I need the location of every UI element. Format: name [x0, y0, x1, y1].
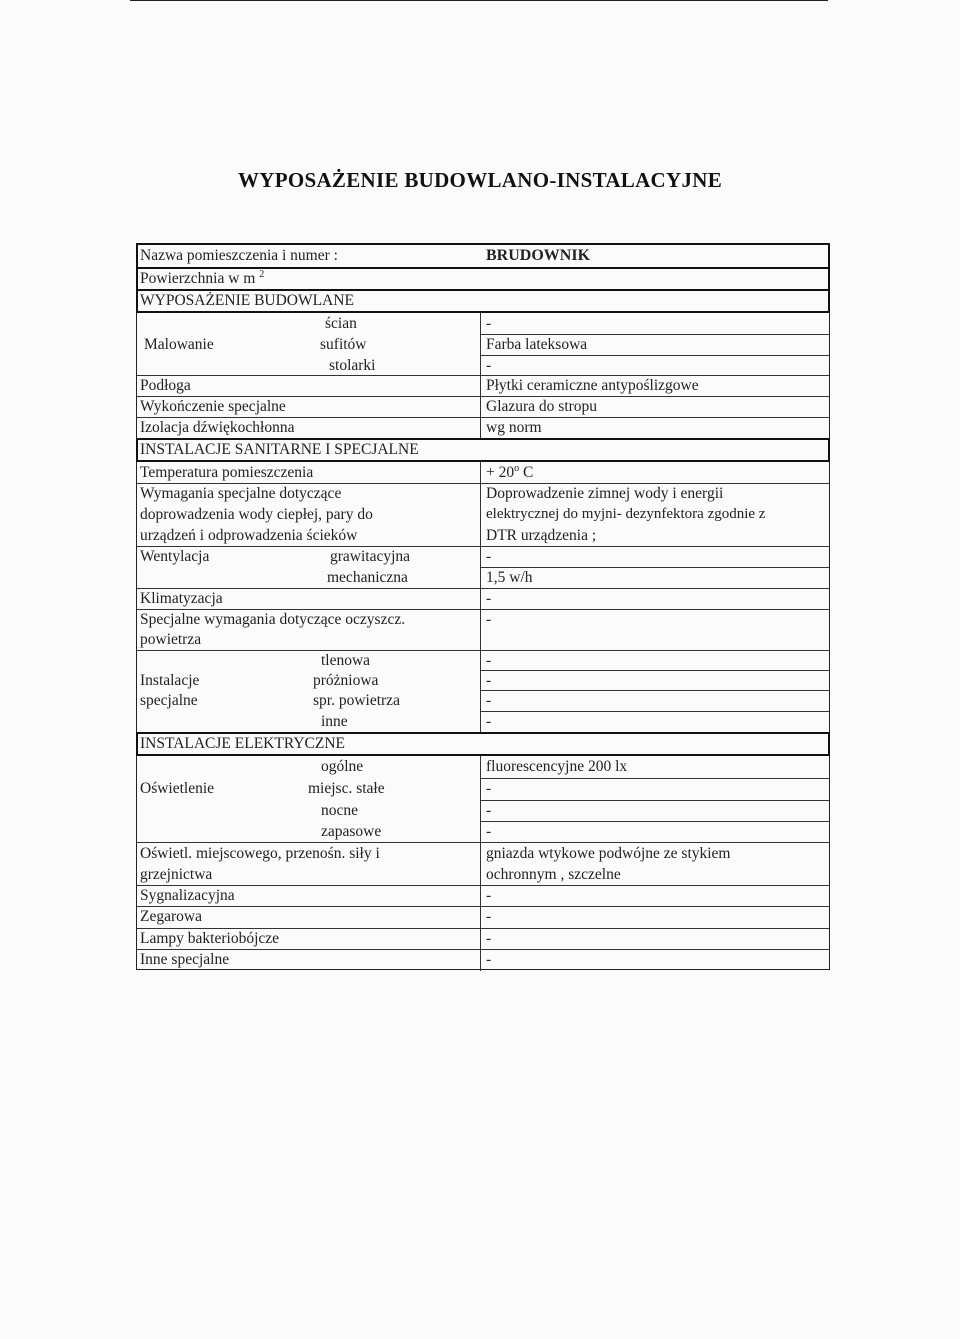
instalacje-value-spr-powietrza: -: [486, 692, 492, 709]
wymagania-label-2: doprowadzenia wody ciepłej, pary do: [140, 506, 373, 523]
wymagania-label-3: urządzeń i odprowadzenia ścieków: [140, 527, 358, 544]
area-label: Powierzchnia w m $^2$: [140, 268, 265, 287]
instalacje-sub-prozniowa: próżniowa: [313, 672, 379, 689]
wentylacja-value-grawitacyjna: -: [486, 548, 492, 565]
instalacje-sub-tlenowa: tlenowa: [321, 652, 371, 669]
wykonczenie-label: Wykończenie specjalne: [140, 398, 286, 415]
oczyszcz-value: -: [486, 611, 492, 628]
podloga-value: Płytki ceramiczne antypoślizgowe: [486, 377, 699, 394]
instalacje-value-prozniowa: -: [486, 672, 492, 689]
temperatura-value: + $20^o$ C: [486, 462, 534, 481]
sygnalizacyjna-label: Sygnalizacyjna: [140, 887, 235, 904]
sygnalizacyjna-value: -: [486, 887, 492, 904]
oswietlenie-sub-nocne: nocne: [321, 802, 359, 819]
instalacje-sub-inne: inne: [321, 713, 348, 730]
zegarowa-label: Zegarowa: [140, 908, 202, 925]
top-border-line: [130, 0, 828, 1]
instalacje-label-2: specjalne: [140, 692, 198, 709]
lampy-value: -: [486, 930, 492, 947]
wymagania-value-1: Doprowadzenie zimnej wody i energii: [486, 485, 724, 502]
oswietlenie-value-nocne: -: [486, 802, 492, 819]
oswietlenie-label: Oświetlenie: [140, 780, 215, 797]
gniazda-label-1: Oświetl. miejscowego, przenośn. siły i: [140, 845, 380, 862]
instalacje-label-1: Instalacje: [140, 672, 200, 689]
oswietlenie-sub-miejsc-stale: miejsc. stałe: [308, 780, 385, 797]
wentylacja-sub-grawitacyjna: grawitacyjna: [330, 548, 411, 565]
section-sanitarne: INSTALACJE SANITARNE I SPECJALNE: [140, 441, 419, 458]
room-name-label: Nazwa pomieszczenia i numer :: [140, 247, 338, 264]
malowanie-value-scian: -: [486, 315, 492, 332]
wentylacja-value-mechaniczna: 1,5 w/h: [486, 569, 533, 586]
oswietlenie-value-ogolne: fluorescencyjne 200 lx: [486, 758, 628, 775]
podloga-label: Podłoga: [140, 377, 191, 394]
lampy-label: Lampy bakteriobójcze: [140, 930, 280, 947]
gniazda-label-2: grzejnictwa: [140, 866, 213, 883]
oswietlenie-sub-ogolne: ogólne: [321, 758, 364, 775]
klimatyzacja-value: -: [486, 590, 492, 607]
wentylacja-sub-mechaniczna: mechaniczna: [327, 569, 408, 586]
zegarowa-value: -: [486, 908, 492, 925]
instalacje-value-tlenowa: -: [486, 652, 492, 669]
malowanie-sub-stolarki: stolarki: [329, 357, 376, 374]
equipment-table: [136, 243, 830, 970]
inne-specjalne-value: -: [486, 951, 492, 968]
wymagania-value-2: elektrycznej do myjni- dezynfektora zgodnie z: [486, 506, 766, 522]
instalacje-value-inne: -: [486, 713, 492, 730]
wentylacja-label: Wentylacja: [140, 548, 210, 565]
wykonczenie-value: Glazura do stropu: [486, 398, 598, 415]
malowanie-sub-sufitow: sufitów: [320, 336, 367, 353]
gniazda-value-2: ochronnym , szczelne: [486, 866, 621, 883]
oswietlenie-sub-zapasowe: zapasowe: [321, 823, 382, 840]
room-name-value: BRUDOWNIK: [486, 247, 591, 264]
malowanie-sub-scian: ścian: [325, 315, 357, 332]
page-title: WYPOSAŻENIE BUDOWLANO-INSTALACYJNE: [237, 168, 723, 192]
gniazda-value-1: gniazda wtykowe podwójne ze stykiem: [486, 845, 731, 862]
wymagania-label-1: Wymagania specjalne dotyczące: [140, 485, 342, 502]
wymagania-value-3: DTR urządzenia ;: [486, 527, 597, 544]
oswietlenie-value-miejsc-stale: -: [486, 780, 492, 797]
malowanie-value-stolarki: -: [486, 357, 492, 374]
malowanie-value-sufitow: Farba lateksowa: [486, 336, 588, 353]
izolacja-label: Izolacja dźwiękochłonna: [140, 419, 295, 436]
klimatyzacja-label: Klimatyzacja: [140, 590, 223, 607]
oswietlenie-value-zapasowe: -: [486, 823, 492, 840]
instalacje-sub-spr-powietrza: spr. powietrza: [313, 692, 400, 709]
oczyszcz-label-2: powietrza: [140, 631, 202, 648]
malowanie-label: Malowanie: [144, 336, 214, 353]
section-budowlane: WYPOSAŻENIE BUDOWLANE: [140, 292, 354, 309]
oczyszcz-label-1: Specjalne wymagania dotyczące oczyszcz.: [140, 611, 406, 628]
izolacja-value: wg norm: [486, 419, 542, 436]
inne-specjalne-label: Inne specjalne: [140, 951, 230, 968]
temperatura-label: Temperatura pomieszczenia: [140, 464, 314, 481]
section-elektryczne: INSTALACJE ELEKTRYCZNE: [140, 735, 345, 752]
